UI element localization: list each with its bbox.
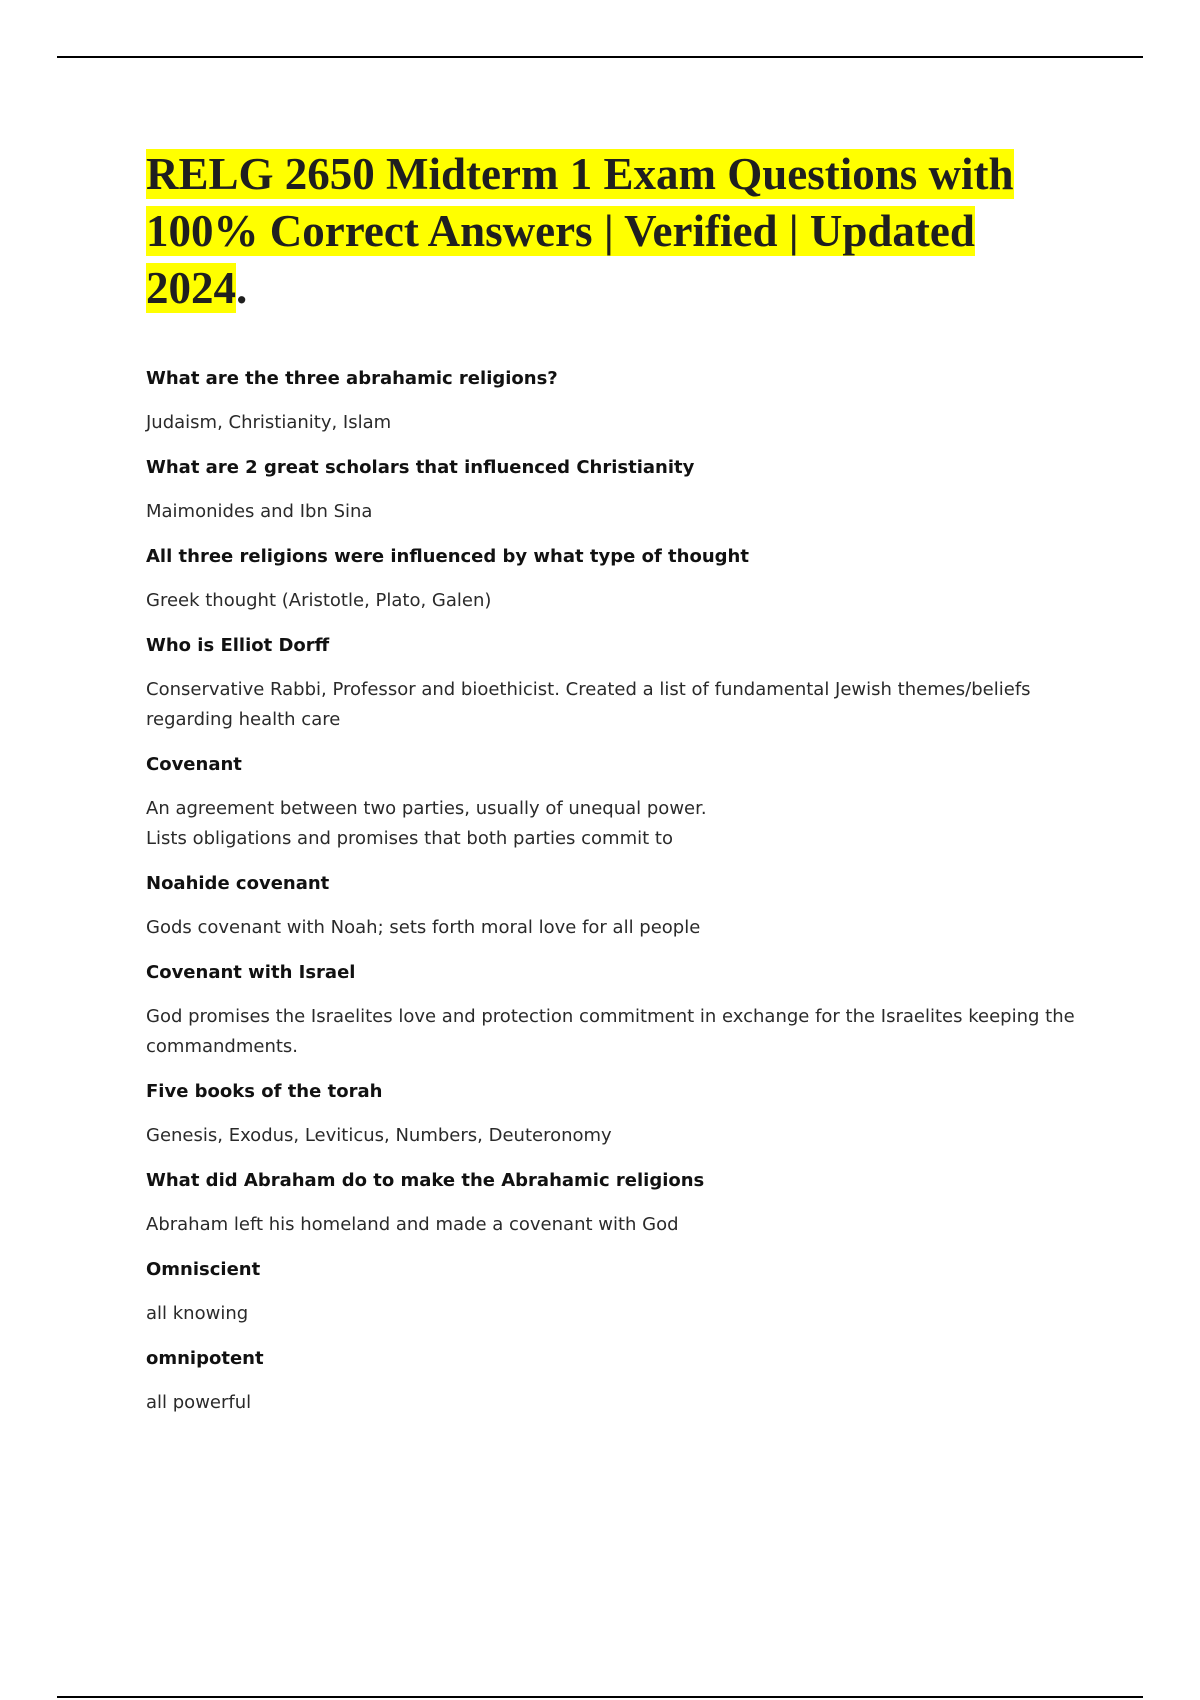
document-body <box>146 146 1086 1434</box>
question-text: Omniscient <box>146 1259 261 1280</box>
answer-text: God promises the Israelites love and protection commitment in exchange for the Israelites keeping the commandments. <box>146 1006 1075 1057</box>
question-text: All three religions were influenced by what type of thought <box>146 546 749 567</box>
answer-text: Judaism, Christianity, Islam <box>146 412 392 433</box>
question-text: Five books of the torah <box>146 1081 383 1102</box>
question-text: What are 2 great scholars that influenced Christianity <box>146 457 695 478</box>
answer-text: Conservative Rabbi, Professor and bioethicist. Created a list of fundamental Jewish themes/beliefs regarding health care <box>146 679 1031 730</box>
qa-item <box>146 1078 1086 1151</box>
bottom-rule <box>57 1696 1143 1698</box>
qa-item <box>146 959 1086 1062</box>
question-text: Covenant <box>146 754 242 775</box>
title-period: . <box>236 263 248 313</box>
answer-text: all powerful <box>146 1392 252 1413</box>
answer-text: Gods covenant with Noah; sets forth moral love for all people <box>146 917 701 938</box>
qa-item <box>146 1256 1086 1329</box>
document-title <box>146 146 1086 317</box>
qa-item <box>146 1345 1086 1418</box>
answer-text: Maimonides and Ibn Sina <box>146 501 373 522</box>
qa-item <box>146 870 1086 943</box>
title-highlight: RELG 2650 Midterm 1 Exam Questions with 100% Correct Answers | Verified | Updated 2024 <box>146 149 1014 313</box>
answer-text: Genesis, Exodus, Leviticus, Numbers, Deuteronomy <box>146 1125 612 1146</box>
question-text: Covenant with Israel <box>146 962 356 983</box>
qa-item <box>146 543 1086 616</box>
qa-item <box>146 1167 1086 1240</box>
qa-item <box>146 751 1086 854</box>
question-text: What are the three abrahamic religions? <box>146 368 558 389</box>
answer-text: Greek thought (Aristotle, Plato, Galen) <box>146 590 492 611</box>
qa-item <box>146 365 1086 438</box>
qa-item <box>146 454 1086 527</box>
question-text: What did Abraham do to make the Abrahamic religions <box>146 1170 705 1191</box>
question-text: Noahide covenant <box>146 873 330 894</box>
answer-text: An agreement between two parties, usually of unequal power. Lists obligations and promises that both parties commit to <box>146 798 707 849</box>
answer-text: Abraham left his homeland and made a covenant with God <box>146 1214 679 1235</box>
qa-item <box>146 632 1086 735</box>
answer-text: all knowing <box>146 1303 249 1324</box>
question-text: omnipotent <box>146 1348 264 1369</box>
top-rule <box>57 56 1143 58</box>
question-text: Who is Elliot Dorff <box>146 635 330 656</box>
